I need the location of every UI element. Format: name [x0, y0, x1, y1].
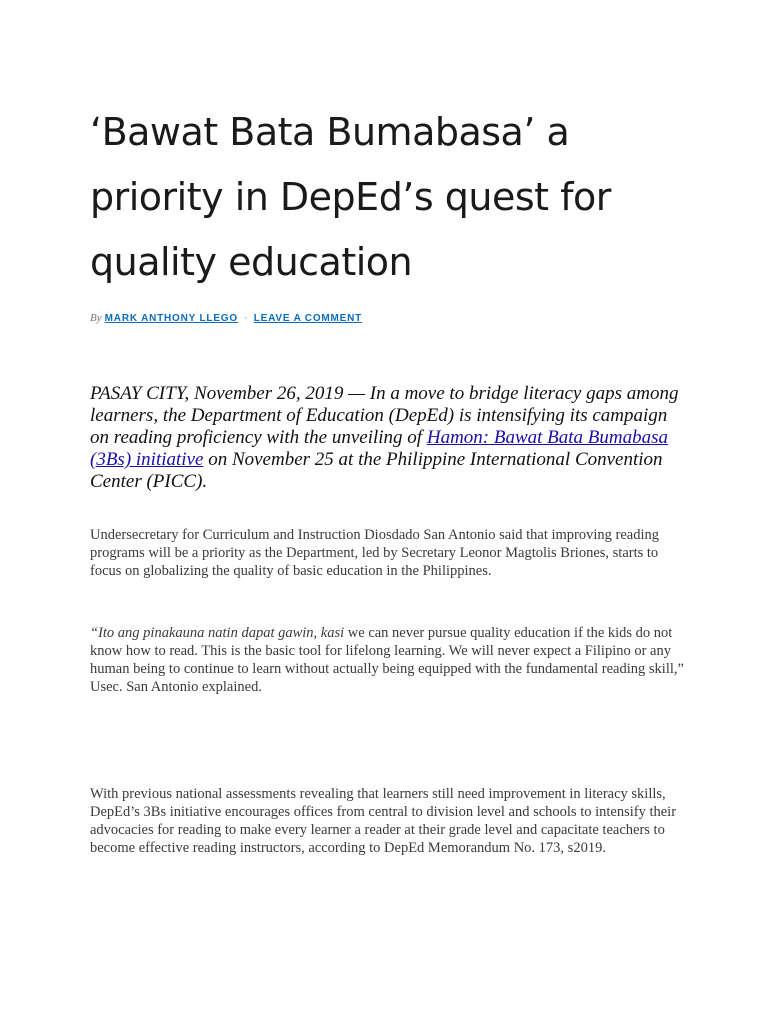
byline [90, 312, 362, 324]
body-paragraph-2 [90, 624, 690, 696]
article-title: ‘Bawat Bata Bumabasa’ a priority in DepEd’s quest for quality education [90, 110, 611, 284]
byline-by: By [90, 312, 102, 324]
byline-separator: · [244, 312, 248, 324]
lead-text-end: on November 25 at the Philippine International Convention Center (PICC). [90, 449, 663, 492]
body-paragraph-3: With previous national assessments revealing that learners still need improvement in literacy skills, DepEd’s 3Bs initiative encourages offices from central to division level and schools to intensify their advocacies for reading to make every learner a reader at their grade level and capacitate teachers to become effective reading instructors, according to DepEd Memorandum No. 173, s2019. [90, 786, 677, 856]
leave-comment-link[interactable]: LEAVE A COMMENT [253, 313, 363, 324]
quote-english-text: we can never pursue quality education if the kids do not know how to read. This is the basic tool for lifelong learning. We will never expect a Filipino or any human being to continue to learn without actually being equipped with the fundamental reading skill,” Usec. San Antonio explained. [90, 625, 684, 695]
body-paragraph-1: Undersecretary for Curriculum and Instruction Diosdado San Antonio said that improving reading programs will be a priority as the Department, led by Secretary Leonor Magtolis Briones, starts to focus on globalizing the quality of basic education in the Philippines. [90, 527, 659, 579]
author-link[interactable]: MARK ANTHONY LLEGO [104, 313, 238, 324]
initiative-link[interactable]: Hamon: Bawat Bata Bumabasa (3Bs) initiative [90, 427, 669, 470]
quote-filipino-text: “Ito ang pinakauna natin dapat gawin, kasi [90, 625, 345, 641]
lead-paragraph [90, 383, 690, 493]
lead-text-start: PASAY CITY, November 26, 2019 — In a move to bridge literacy gaps among learners, the Department of Education (DepEd) is intensifying its campaign on reading proficiency with the unveiling of [90, 383, 679, 448]
